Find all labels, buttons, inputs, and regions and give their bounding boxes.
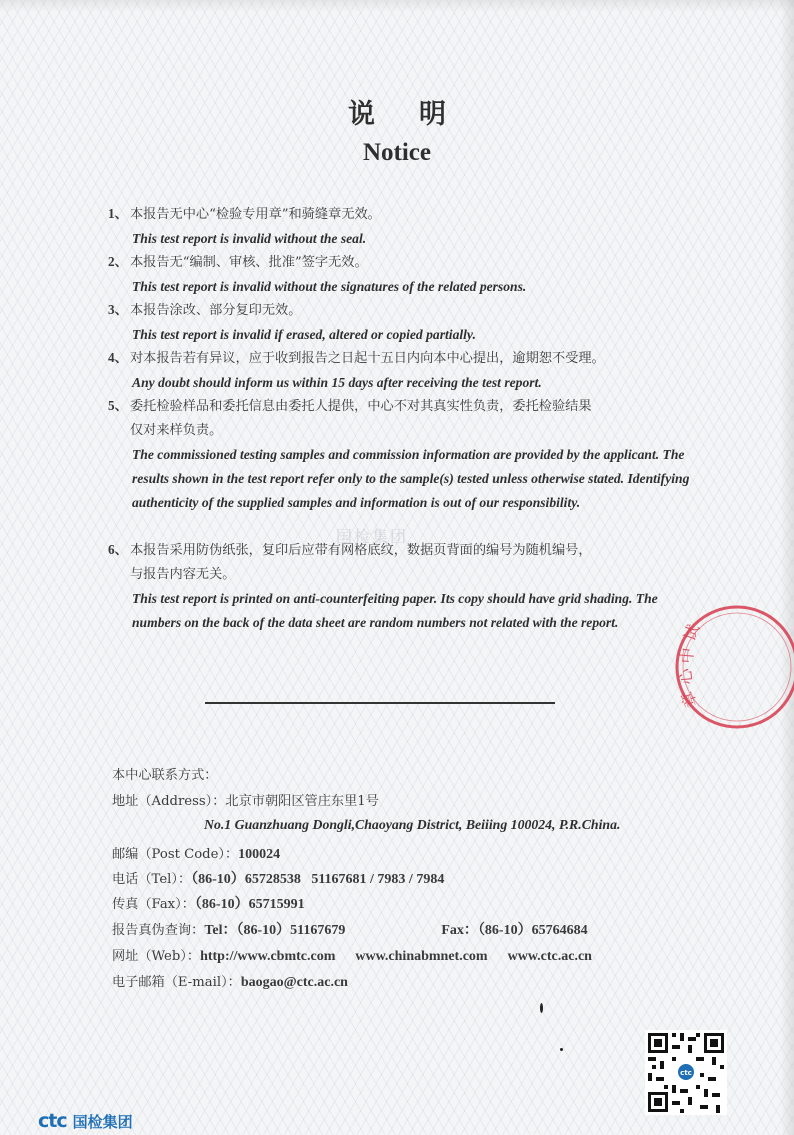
item-number: 5、 (108, 398, 128, 413)
svg-text:心: 心 (675, 667, 696, 686)
item-cn-text-line2: 仅对来样负责。 (130, 423, 223, 438)
contact-email (112, 971, 348, 991)
company-logo (38, 1110, 133, 1132)
contact-address (112, 790, 379, 809)
contact-verify (112, 919, 588, 939)
fax-label: 传真（Fax）： (112, 897, 195, 912)
notice-item-cn (108, 346, 728, 371)
notice-item-cn (108, 394, 728, 419)
svg-text:章: 章 (677, 688, 701, 711)
notice-item-4 (108, 346, 728, 395)
scan-speck (560, 1048, 563, 1051)
tel-label: 电话（Tel）： (112, 872, 192, 887)
fax-area: （86-10） (194, 897, 249, 912)
item-cn-text: 本报告无中心“检验专用章”和骑缝章无效。 (130, 207, 381, 222)
contact-tel (112, 868, 444, 888)
tel-area: （86-10） (191, 872, 245, 887)
company-name: 国检集团 (72, 1112, 133, 1131)
item-cn-text: 本报告涂改、部分复印无效。 (130, 303, 302, 318)
contact-heading: 本中心联系方式： (112, 768, 218, 783)
item-cn-text: 本报告无“编制、审核、批准”签字无效。 (130, 255, 368, 270)
notice-item-2 (108, 250, 708, 299)
address-label: 地址（Address）： (112, 794, 226, 809)
section-divider (205, 702, 555, 704)
notice-item-en: This test report is invalid without the signatures of the related persons. (132, 279, 527, 294)
watermark-text: 国检集团 (336, 527, 409, 546)
item-number: 3、 (108, 302, 128, 317)
notice-item-5 (108, 394, 728, 515)
notice-item-cn (108, 250, 708, 275)
notice-item-en: This test report is invalid without the seal. (132, 231, 367, 246)
notice-item-cn (108, 202, 708, 227)
verify-label: 报告真伪查询： (112, 923, 205, 938)
contact-postcode (112, 843, 280, 863)
notice-item-en: The commissioned testing samples and commission information are provided by the applicant. The results shown in the test report refer only to the sample(s) tested unless otherwise stated. Identifying authenticity of the supplied samples and information is out of our responsibility. (132, 447, 690, 510)
notice-item-en: This test report is invalid if erased, altered or copied partially. (132, 327, 476, 342)
fax-value: 65715991 (248, 897, 305, 912)
web-link-1[interactable]: http://www.cbmtc.com (200, 949, 336, 964)
page-edge-shadow (780, 0, 794, 1135)
email-value[interactable]: baogao@ctc.ac.cn (240, 975, 348, 990)
contact-fax (112, 893, 305, 913)
web-link-2[interactable]: www.chinabmnet.com (355, 949, 488, 964)
red-seal-stamp (662, 592, 794, 742)
notice-item-en: Any doubt should inform us within 15 days after receiving the test report. (132, 375, 542, 390)
notice-item-6 (108, 538, 728, 635)
scan-speck (540, 1003, 543, 1013)
page-top-shadow (0, 0, 794, 12)
title-chinese: 说明 (348, 99, 490, 130)
verify-tel-area: （86-10） (236, 923, 291, 938)
item-number: 6、 (108, 542, 128, 557)
contact-web (112, 945, 592, 965)
postcode-label: 邮编（Post Code）： (112, 847, 239, 862)
address-en: No.1 Guanzhuang Dongli,Chaoyang District, Beiiing 100024, P.R.China. (204, 817, 621, 832)
tel-value: 65728538 51167681 / 7983 / 7984 (244, 872, 445, 887)
verify-fax-area: （86-10） (477, 923, 532, 938)
qr-center-logo: ctc (680, 1069, 692, 1077)
title-english: Notice (362, 139, 432, 166)
notice-item-1 (108, 202, 708, 251)
verify-fax-label: Fax： (441, 923, 478, 938)
qr-code (645, 1030, 727, 1115)
notice-item-en: This test report is printed on anti-counterfeiting paper. Its copy should have grid shading. The numbers on the back of the data sheet are random numbers not related with the report. (132, 591, 658, 630)
svg-text:中: 中 (677, 646, 698, 665)
item-cn-text-line2: 与报告内容无关。 (130, 567, 236, 582)
postcode-value: 100024 (238, 847, 281, 862)
verify-tel-label: Tel： (204, 923, 237, 938)
web-label: 网址（Web）： (112, 949, 201, 964)
item-cn-text: 对本报告若有异议，应于收到报告之日起十五日内向本中心提出，逾期恕不受理。 (130, 351, 605, 366)
verify-fax-value: 65764684 (531, 923, 588, 938)
item-cn-text: 委托检验样品和委托信息由委托人提供，中心不对其真实性负责，委托检验结果 (130, 399, 592, 414)
item-number: 4、 (108, 350, 128, 365)
notice-item-3 (108, 298, 708, 347)
item-number: 2、 (108, 254, 128, 269)
notice-item-cn (108, 298, 708, 323)
ctc-logo-mark: ctc (38, 1110, 67, 1132)
address-cn: 北京市朝阳区管庄东里1号 (225, 794, 379, 809)
item-cn-text: 本报告采用防伪纸张，复印后应带有网格底纹，数据页背面的编号为随机编号， (130, 543, 592, 558)
notice-item-cn (108, 538, 728, 563)
item-number: 1、 (108, 206, 128, 221)
email-label: 电子邮箱（E-mail）： (112, 975, 241, 990)
svg-text:试: 试 (679, 621, 704, 644)
verify-tel-value: 51167679 (290, 923, 346, 938)
web-link-3[interactable]: www.ctc.ac.cn (507, 949, 592, 964)
